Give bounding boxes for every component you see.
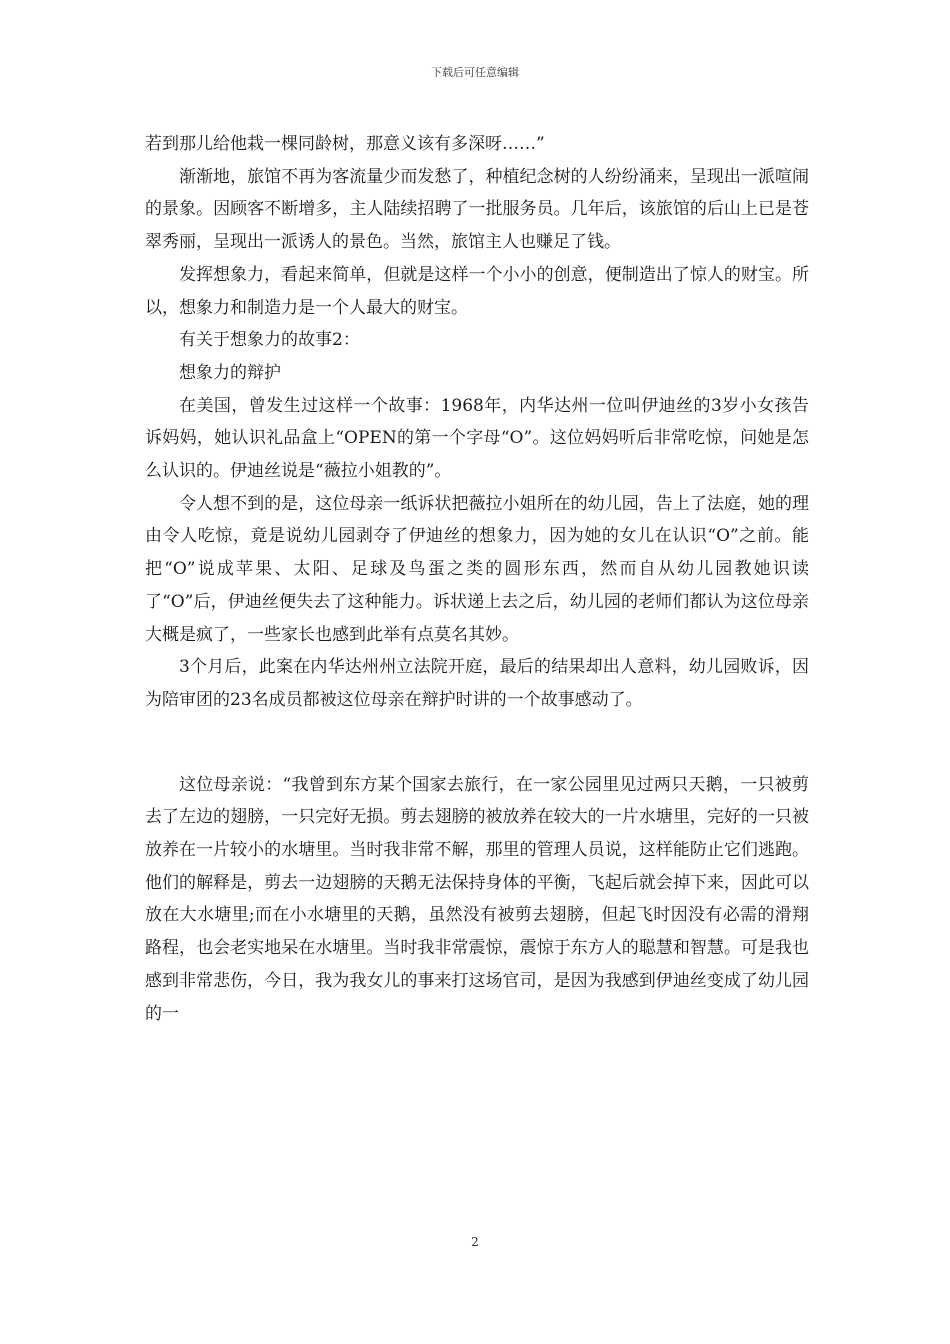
document-body — [145, 128, 809, 1030]
paragraph-gap — [145, 717, 809, 769]
paragraph: 渐渐地，旅馆不再为客流量少而发愁了，种植纪念树的人纷纷涌来，呈现出一派喧闹的景象。因顾客不断增多，主人陆续招聘了一批服务员。几年后，该旅馆的后山上已是苍翠秀丽，呈现出一派诱人的景色。当然，旅馆主人也赚足了钱。 — [145, 166, 809, 253]
paragraph-continuation: 若到那儿给他栽一棵同龄树，那意义该有多深呀……” — [145, 134, 545, 154]
story-title: 想象力的辩护 — [179, 362, 281, 383]
paragraph: 令人想不到的是，这位母亲一纸诉状把薇拉小姐所在的幼儿园，告上了法庭，她的理由令人吃惊，竟是说幼儿园剥夺了伊迪丝的想象力，因为她的女儿在认识“O”之前。能把“O”说成苹果、太阳、足球及鸟蛋之类的圆形东西，然而自从幼儿园教她识读了“O”后，伊迪丝便失去了这种能力。诉状递上去之后，幼儿园的老师们都认为这位母亲大概是疯了，一些家长也感到此举有点莫名其妙。 — [145, 493, 809, 645]
paragraph: 3个月后，此案在内华达州州立法院开庭，最后的结果却出人意料，幼儿园败诉，因为陪审团的23名成员都被这位母亲在辩护时讲的一个故事感动了。 — [145, 657, 809, 710]
paragraph: 发挥想象力，看起来简单，但就是这样一个小小的创意，便制造出了惊人的财宝。所以，想象力和制造力是一个人最大的财宝。 — [145, 264, 809, 318]
page-number: 2 — [471, 1235, 479, 1249]
page-header: 下载后可任意编辑 — [431, 66, 519, 79]
paragraph: 在美国，曾发生过这样一个故事：1968年，内华达州一位叫伊迪丝的3岁小女孩告诉妈妈，她认识礼品盒上“OPEN的第一个字母“O”。这位妈妈听后非常吃惊，问她是怎么认识的。伊迪丝说是“薇拉小姐教的”。 — [145, 395, 809, 482]
paragraph: 这位母亲说：“我曾到东方某个国家去旅行，在一家公园里见过两只天鹅，一只被剪去了左边的翅膀，一只完好无损。剪去翅膀的被放养在较大的一片水塘里，完好的一只被放养在一片较小的水塘里。当时我非常不解，那里的管理人员说，这样能防止它们逃跑。他们的解释是，剪去一边翅膀的天鹅无法保持身体的平衡，飞起后就会掉下来，因此可以放在大水塘里;而在小水塘里的天鹅，虽然没有被剪去翅膀，但起飞时因没有必需的滑翔路程，也会老实地呆在水塘里。当时我非常震惊，震惊于东方人的聪慧和智慧。可是我也感到非常悲伤，今日，我为我女儿的事来打这场官司，是因为我感到伊迪丝变成了幼儿园的一 — [145, 774, 809, 1024]
section-heading: 有关于想象力的故事2： — [179, 330, 360, 351]
